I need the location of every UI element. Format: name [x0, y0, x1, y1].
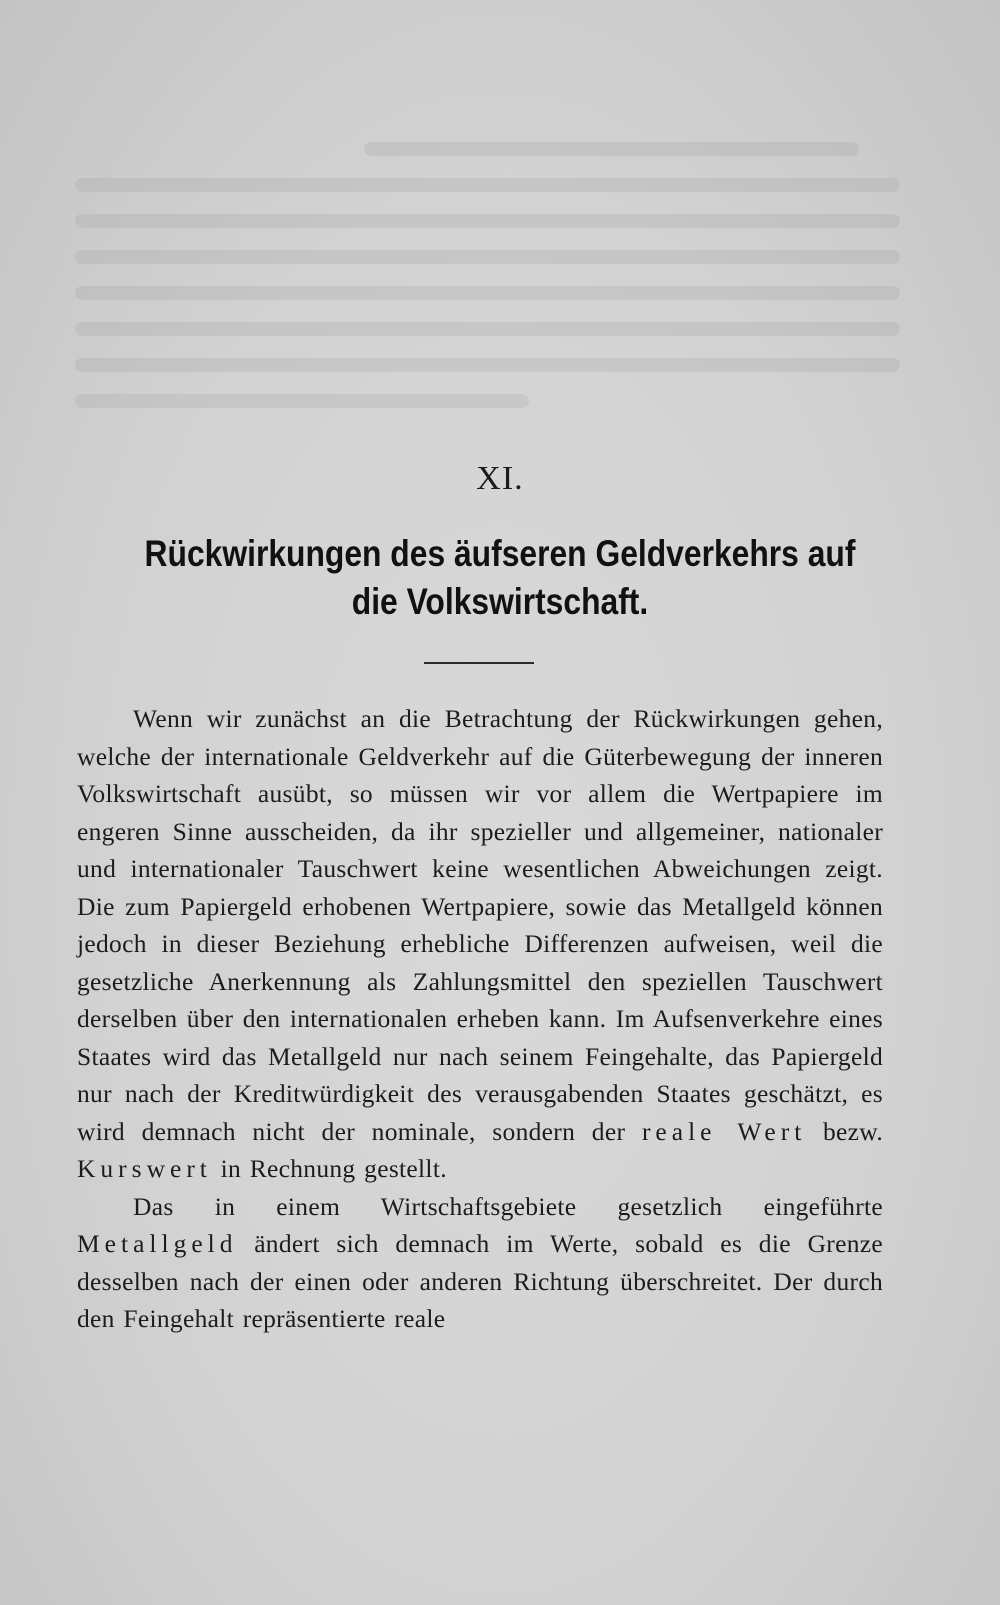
paragraph-1-end: in Rechnung gestellt.	[220, 1154, 447, 1183]
body-text	[77, 700, 883, 1338]
emphasis-kurswert: Kurswert	[77, 1154, 212, 1183]
chapter-number: XI.	[476, 460, 524, 497]
chapter-title-line-2: die Volkswirtschaft.	[351, 581, 649, 622]
paragraph-2-start: Das in einem Wirtschaftsgebiete gesetzlich eingeführte	[133, 1191, 883, 1221]
show-through-text	[75, 120, 900, 480]
chapter-title	[122, 530, 879, 626]
paragraph-1-bezw: bezw.	[822, 1116, 883, 1146]
paragraph-2	[77, 1188, 883, 1338]
title-divider	[424, 662, 534, 664]
emphasis-metallgeld: Metallgeld	[77, 1229, 238, 1258]
chapter-title-line-1: Rückwirkungen des äufseren Geldverkehrs auf	[144, 533, 856, 574]
paragraph-2-text: ändert sich demnach im Werte, sobald es die Grenze desselben nach der einen oder anderen Richtung überschreitet. Der durch den Feingehalt repräsentierte reale	[77, 1229, 883, 1333]
paragraph-1-text: Wenn wir zunächst an die Betrachtung der Rückwirkungen gehen, welche der internationale Geldverkehr auf die Güterbewegung der inneren Volkswirtschaft ausübt, so müssen wir vor allem die Wertpapiere im engeren Sinne ausscheiden, da ihr spezieller und allgemeiner, nationaler und internationaler Tauschwert keine wesentlichen Abweichungen zeigt. Die zum Papiergeld erhobenen Wertpapiere, sowie das Metallgeld können jedoch in dieser Beziehung erhebliche Differenzen aufweisen, weil die gesetzliche Anerkennung als Zahlungsmittel den speziellen Tauschwert derselben über den internationalen erheben kann. Im Aufsenverkehre eines Staates wird das Metallgeld nur nach seinem Feingehalte, das Papiergeld nur nach der Kreditwürdigkeit des verausgabenden Staates geschätzt, es wird demnach nicht der nominale, sondern der	[77, 704, 883, 1146]
emphasis-reale-wert: reale Wert	[641, 1116, 807, 1146]
paragraph-1	[77, 700, 883, 1188]
